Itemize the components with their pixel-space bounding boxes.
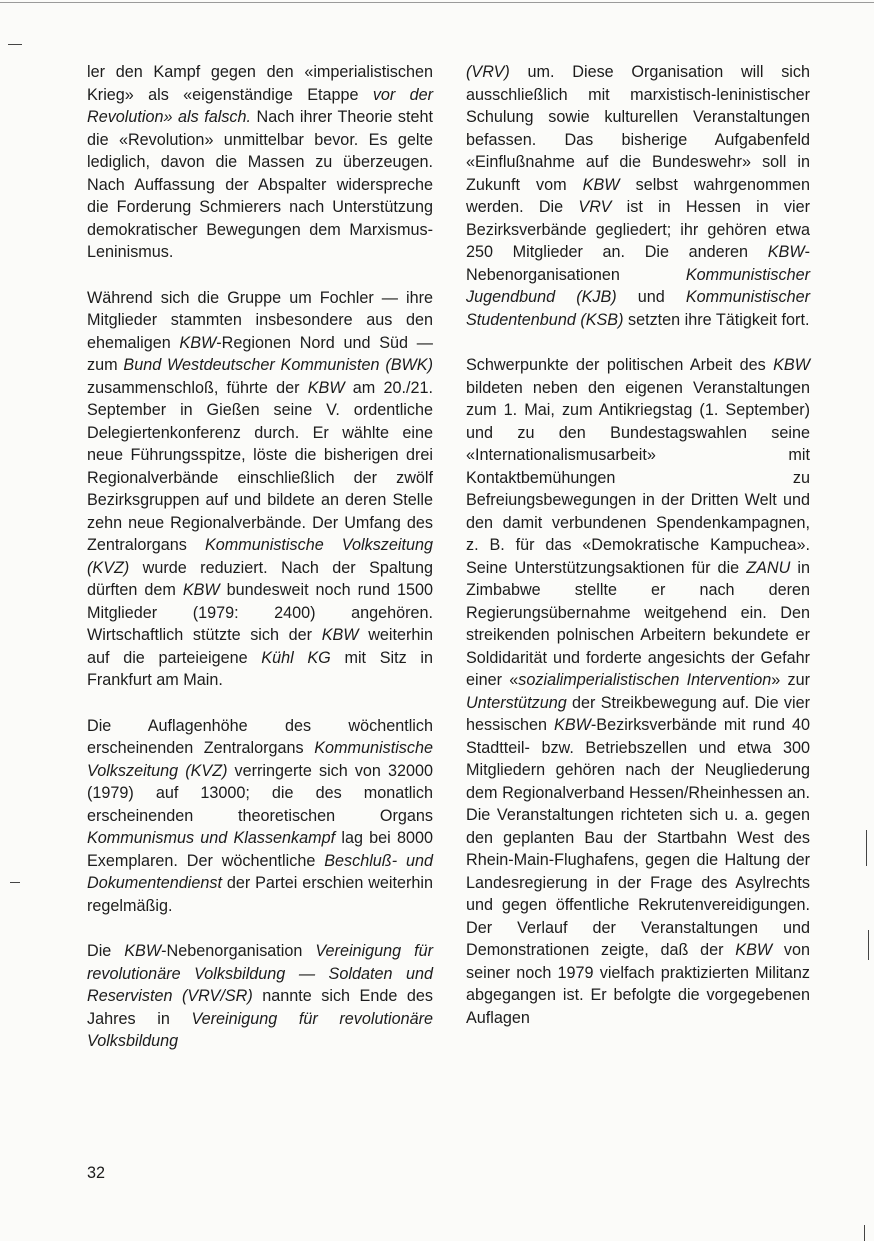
emphasized-text: KBW [179,333,217,352]
emphasized-text: Beschluß- und Dokumentendienst [87,851,433,892]
scan-mark [10,882,20,883]
scan-mark [8,44,22,45]
emphasized-text: Vereinigung für revolutionäre Volksbildung [87,1009,433,1050]
text-segment: Die Auflagenhöhe des wöchentlich erscheinenden Zentralorgans [87,716,433,757]
paragraph [87,940,433,1053]
text-segment: der Partei erschien weiterhin regelmäßig. [87,874,433,915]
text-segment: Die [87,942,125,960]
emphasized-text: ZANU [746,558,791,577]
emphasized-text: VRV [578,198,612,216]
emphasized-text: KBW [307,378,345,397]
scan-top-edge [0,2,874,3]
text-column-left [87,61,433,1076]
text-segment: am 20./21. September in Gießen seine V. ordentliche Delegiertenkonferenz durch. Er wählte eine neue Führungsspitze, löste die bisherigen drei Regionalverbände einschließlich der zwölf Bezirksgruppen auf und bildete an deren Stelle zehn neue Regionalverbände. Der Umfang des Zentralorgans [87,378,433,554]
text-segment: nannte sich Ende des Jahres in [87,987,433,1028]
text-segment: bildeten neben den eigenen Veranstaltungen zum 1. Mai, zum Antikriegstag (1. September) und zu den Bundestagswahlen seine «Internationalismusarbeit» mit Kontaktbemühungen zu Befreiungsbewegungen in der Dritten Welt und den damit verbundenen Spendenkampagnen, z. B. für das «Demokratische Kampuchea». Seine Unterstützungsaktionen für die [466,378,810,577]
text-segment: und [616,288,686,306]
paragraph [87,715,433,918]
paragraph [466,354,810,1029]
text-segment: verringerte sich von 32000 (1979) auf 13000; die des monatlich erscheinenden theoretischen Organs [87,761,433,825]
emphasized-text: KBW [124,942,162,960]
emphasized-text: KBW [767,243,805,261]
text-segment: selbst wahrgenommen werden. Die [466,175,811,216]
text-column-right [466,61,810,1052]
emphasized-text: (VRV) [466,63,510,81]
text-segment: bundesweit noch rund 1500 Mitglieder (1979: 2400) angehören. Wirtschaftlich stützte sich der [87,581,433,644]
emphasized-text: Unterstützung [466,693,567,712]
text-segment: mit Sitz in Frankfurt am Main. [87,648,433,689]
text-segment: in Zimbabwe stellte er nach deren Regierungsübernahme weitgehend ein. Den streikenden polnischen Arbeitern bekundete er Soldidarität und forderte angesichts der Gefahr einer « [466,558,810,689]
text-segment: lag bei 8000 Exemplaren. Der wöchentliche [87,829,434,870]
text-segment: um. Diese Organisation will sich ausschließlich mit marxistisch-leninistischer Schulung sowie kulturellen Veranstaltungen befassen. Das bisherige Aufgabenfeld «Einflußnahme auf die Bundeswehr» soll in Zukunft vom [466,63,810,194]
text-segment: Schwerpunkte der politischen Arbeit des [466,356,774,374]
emphasized-text: sozialimperialistischen Intervention [518,671,772,689]
scan-mark [866,830,867,866]
paragraph [87,287,433,692]
text-segment: -Regionen Nord und Süd — zum [87,333,433,374]
emphasized-text: Kühl KG [261,648,331,667]
paragraph [87,61,433,264]
emphasized-text: KBW [773,356,810,374]
emphasized-text: KBW [321,626,359,644]
text-segment: zusammenschloß, führte der [87,378,308,397]
page-number: 32 [87,1164,106,1182]
emphasized-text: Kommunistische Volkszeitung (KVZ) [87,739,433,780]
emphasized-text: KBW [735,941,773,959]
text-segment: » zur [771,671,810,689]
emphasized-text: KBW [554,716,591,734]
emphasized-text: KBW [182,581,220,599]
text-segment: ist in Hessen in vier Bezirksverbände gegliedert; ihr gehören etwa 250 Mitglieder an. Die anderen [466,198,811,261]
emphasized-text: Kommunistische Volkszeitung (KVZ) [87,536,433,577]
emphasized-text: vor der Revolution» als falsch. [87,85,433,126]
text-segment: von seiner noch 1979 vielfach praktizierten Militanz abgegangen ist. Er befolgte die vorgegebenen Auflagen [466,941,810,1027]
text-segment: der Streikbewegung auf. Die vier hessischen [466,693,810,734]
emphasized-text: Kommunismus und Klassenkampf [87,829,336,847]
text-segment: wurde reduziert. Nach der Spaltung dürften dem [87,558,433,599]
emphasized-text: Kommunistischer Jugendbund (KJB) [466,265,810,306]
emphasized-text: KBW [582,175,620,194]
text-segment: setzten ihre Tätigkeit fort. [623,310,810,329]
emphasized-text: Vereinigung für revolutionäre Volksbildung — Soldaten und Reservisten (VRV/SR) [87,942,433,1005]
text-segment: -Bezirksverbände mit rund 40 Stadtteil- bzw. Betriebszellen und etwa 300 Mitgliedern gehören nach der Neugliederung dem Regionalverband Hessen/Rheinhessen an. Die Veranstaltungen richteten sich u. a. gegen den geplanten Bau der Startbahn West des Rhein-Main-Flughafens, gegen die Haltung der Landesregierung in der Frage des Asylrechts und gegen öffentliche Rekrutenvereidigungen. Der Verlauf der Veranstaltungen und Demonstrationen zeigte, daß der [466,716,811,959]
emphasized-text: Bund Westdeutscher Kommunisten (BWK) [123,356,433,374]
text-segment: Während sich die Gruppe um Fochler — ihre Mitglieder stammten insbesondere aus den ehemaligen [87,288,433,352]
text-segment: -Nebenorganisationen [466,243,810,284]
emphasized-text: Kommunistischer Studentenbund (KSB) [466,288,810,329]
scan-mark [868,930,869,960]
text-segment: Nach ihrer Theorie steht die «Revolution» unmittelbar bevor. Es gelte lediglich, davon die Massen zu überzeugen. Nach Auffassung der Abspalter widerspreche die Forderung Schmierers nach Unterstützung demokratischer Bewegungen dem Marxismus-Leninismus. [87,108,433,261]
scan-mark [864,1225,865,1241]
text-segment: weiterhin auf die parteieigene [87,626,433,667]
text-segment: -Nebenorganisation [161,942,316,960]
paragraph [466,61,810,331]
text-segment: ler den Kampf gegen den «imperialistischen Krieg» als «eigenständige Etappe [87,63,433,104]
